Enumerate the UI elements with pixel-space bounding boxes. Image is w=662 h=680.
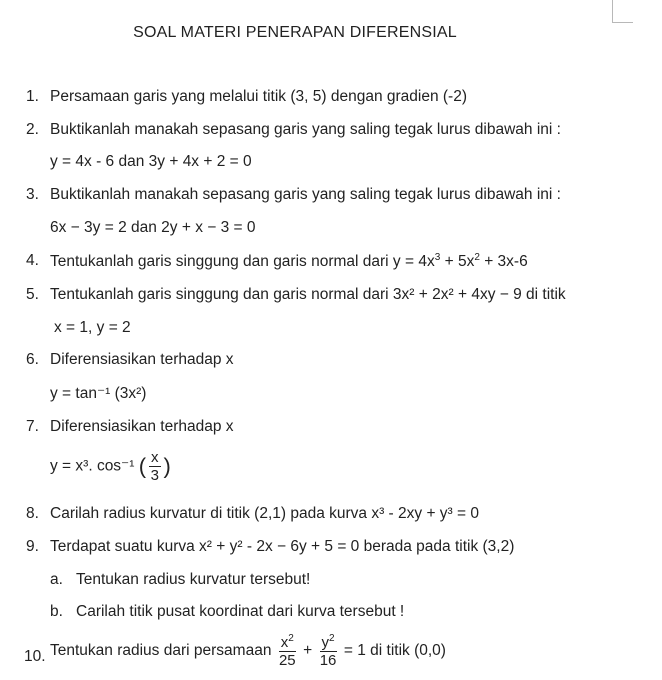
equation: y = tan⁻¹ (3x²): [50, 385, 147, 402]
sub-item-text: Tentukan radius kurvatur tersebut!: [76, 571, 311, 588]
question-number: 6.: [26, 351, 39, 368]
sub-item-text: Carilah titik pusat koordinat dari kurva tersebut !: [76, 603, 405, 620]
equation: y = x³. cos⁻¹ ( $\frac{x}{3}$ ): [50, 449, 171, 484]
question-number: 10.: [24, 648, 46, 665]
question-number: 2.: [26, 121, 39, 138]
fraction: $\frac{y^2}{16}$: [319, 633, 337, 669]
question-text: Terdapat suatu kurva x² + y² - 2x − 6y + 5 = 0 berada pada titik (3,2): [50, 538, 515, 555]
question-number: 9.: [26, 538, 39, 555]
page-title: SOAL MATERI PENERAPAN DIFERENSIAL: [133, 24, 457, 41]
page-corner-marker: [612, 0, 633, 23]
question-number: 8.: [26, 505, 39, 522]
question-number: 1.: [26, 88, 39, 105]
question-number: 4.: [26, 252, 39, 269]
question-number: 7.: [26, 418, 39, 435]
question-text: Carilah radius kurvatur di titik (2,1) pada kurva x³ - 2xy + y³ = 0: [50, 505, 479, 522]
fraction: $\frac{x}{3}$: [150, 449, 159, 484]
sub-item-label: b.: [50, 603, 63, 620]
equation: 6x − 3y = 2 dan 2y + x − 3 = 0: [50, 219, 256, 236]
equation: x = 1, y = 2: [54, 319, 131, 336]
question-text: Persamaan garis yang melalui titik (3, 5) dengan gradien (-2): [50, 88, 467, 105]
question-text: Tentukan radius dari persamaan $\frac{x^2}{25}$ + $\frac{y^2}{16}$ = 1 di titik (0,0): [50, 633, 446, 669]
question-number: 3.: [26, 186, 39, 203]
question-text: Tentukanlah garis singgung dan garis normal dari $y = 4x^3 + 5x^2 + 3x-6$: [50, 252, 528, 271]
question-text: Tentukanlah garis singgung dan garis normal dari 3x² + 2x² + 4xy − 9 di titik: [50, 286, 566, 303]
question-text: Diferensiasikan terhadap x: [50, 418, 234, 435]
question-number: 5.: [26, 286, 39, 303]
fraction: $\frac{x^2}{25}$: [278, 633, 296, 669]
question-text: Diferensiasikan terhadap x: [50, 351, 234, 368]
question-text: Buktikanlah manakah sepasang garis yang saling tegak lurus dibawah ini :: [50, 121, 561, 138]
question-text: Buktikanlah manakah sepasang garis yang saling tegak lurus dibawah ini :: [50, 186, 561, 203]
equation: y = 4x - 6 dan 3y + 4x + 2 = 0: [50, 153, 252, 170]
sub-item-label: a.: [50, 571, 63, 588]
